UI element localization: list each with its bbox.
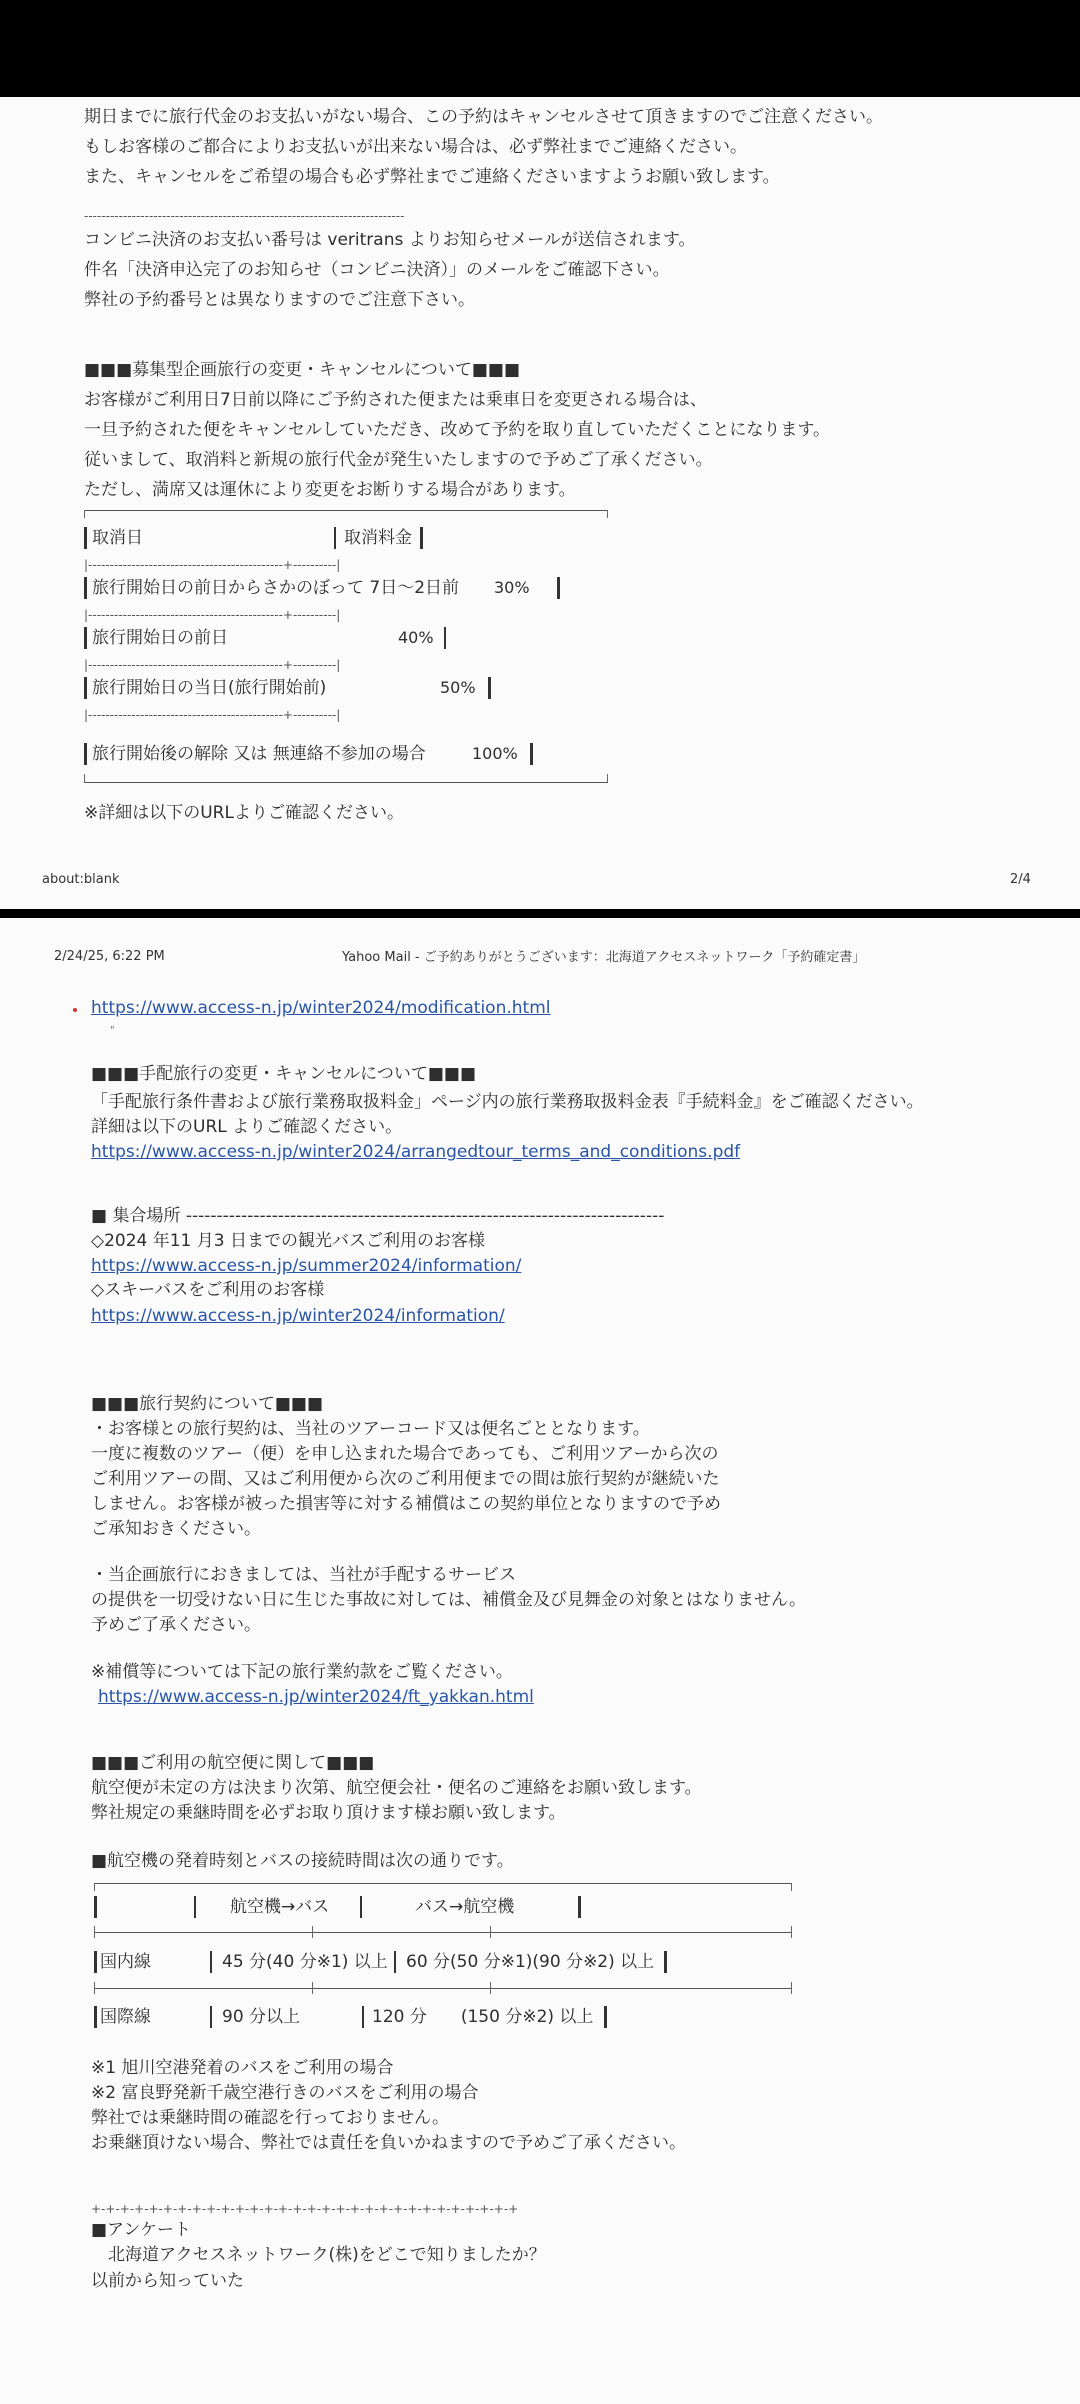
payment-failure-line: もしお客様のご都合によりお支払いが出来ない場合は、必ず弊社までご連絡ください。 [84,137,747,157]
flight-line-1: 航空便が未定の方は決まり次第、航空便会社・便名のご連絡をお願い致します。 [91,1778,702,1798]
travel-contract-heading: ■■■旅行契約について■■■ [91,1394,324,1414]
arranged-tour-line-1: 「手配旅行条件書および旅行業務取扱料金」ページ内の旅行業務取扱料金表『手続料金』をご確認ください。 [91,1092,924,1112]
contract-line-4: しません。お客様が被った損害等に対する補償はこの契約単位となりますので予め [91,1494,722,1514]
page-number: 2/4 [1010,872,1031,887]
accident-line-1: ・当企画旅行におきましては、当社が手配するサービス [91,1565,516,1585]
separator-line: -------------------------------------------------------------------------- [84,209,405,223]
contract-line-5: ご承知おきください。 [91,1519,261,1539]
table-divider: |---------------------------------------------+----------| [84,558,341,572]
note-asahikawa: ※1 旭川空港発着のバスをご利用の場合 [91,2058,394,2078]
arranged-tour-line-2: 詳細は以下のURL よりご確認ください。 [91,1117,403,1137]
contract-line-3: ご利用ツアーの間、又はご利用便から次のご利用便までの間は旅行契約が継続いた [91,1469,720,1489]
row-4-fee: 100% [472,744,518,763]
flight-line-2: 弊社規定の乗継時間を必ずお取り頂けます様お願い致します。 [91,1803,566,1823]
note-furano: ※2 富良野発新千歳空港行きのバスをご利用の場合 [91,2083,479,2103]
meeting-ski-line: ◇スキーバスをご利用のお客様 [91,1280,325,1300]
yakkan-link[interactable]: https://www.access-n.jp/winter2024/ft_yakkan.html [98,1687,534,1707]
payment-deadline-line: 期日までに旅行代金のお支払いがない場合、この予約はキャンセルさせて頂きますのでご注意ください。 [84,107,883,127]
plus-separator: +-+-+-+-+-+-+-+-+-+-+-+-+-+-+-+-+-+-+-+-+-+-+-+-+-+-+-+-+-+ [91,2202,519,2216]
table-bottom-border [84,782,608,783]
col-air-to-bus: 航空機→バス [230,1897,330,1917]
row-4-day: 旅行開始後の解除 又は 無連絡不参加の場合 [92,744,426,764]
document-page-2 [0,918,1080,2404]
compensation-line: ※補償等については下記の旅行業約款をご覧ください。 [91,1662,513,1682]
cancel-policy-line-1: お客様がご利用日7日前以降にご予約された便または乗車日を変更される場合は、 [84,390,707,410]
konbini-line-3: 弊社の予約番号とは異なりますのでご注意下さい。 [84,290,475,310]
modification-link[interactable]: https://www.access-n.jp/winter2024/modification.html [91,998,551,1018]
cancel-contact-line: また、キャンセルをご希望の場合も必ず弊社までご連絡くださいますようお願い致します。 [84,167,780,187]
accident-line-2: の提供を一切受けない日に生じた事故に対しては、補償金及び見舞金の対象とはなりません。 [91,1590,807,1610]
survey-answer: 以前から知っていた [91,2271,244,2291]
bullet-mark [73,1008,77,1012]
table-divider: |---------------------------------------------+----------| [84,708,341,722]
survey-question: 北海道アクセスネットワーク(株)をどこで知りましたか？ [108,2245,546,2265]
survey-heading: ■アンケート [91,2220,192,2240]
connection-time-heading: ■航空機の発着時刻とバスの接続時間は次の通りです。 [91,1851,514,1871]
header-cancel-fee: 取消料金 [344,528,412,548]
header-cancel-day: 取消日 [92,528,143,548]
table-divider: |---------------------------------------------+----------| [84,608,341,622]
winter-info-link[interactable]: https://www.access-n.jp/winter2024/information/ [91,1306,505,1326]
col-bus-to-air: バス→航空機 [415,1897,515,1917]
email-title: Yahoo Mail - ご予約ありがとうございます：北海道アクセスネットワーク「予約確定書」 [342,950,866,965]
summer-info-link[interactable]: https://www.access-n.jp/summer2024/information/ [91,1256,522,1276]
meeting-sightseeing-line: ◇2024 年11 月3 日までの観光バスご利用のお客様 [91,1231,485,1251]
domestic-bus-to-air: 60 分(50 分※1)(90 分※2) 以上 [406,1952,655,1972]
konbini-line-1: コンビニ決済のお支払い番号は veritrans よりお知らせメールが送信されます。 [84,230,696,250]
international-label: 国際線 [100,2007,151,2027]
row-1-day: 旅行開始日の前日からさかのぼって 7日～2日前 [92,578,460,598]
note-no-check: 弊社では乗継時間の確認を行っておりません。 [91,2108,450,2128]
international-air-to-bus: 90 分以上 [222,2007,301,2027]
domestic-air-to-bus: 45 分(40 分※1) 以上 [222,1952,388,1972]
arranged-tour-heading: ■■■手配旅行の変更・キャンセルについて■■■ [91,1064,477,1084]
contract-line-1: ・お客様との旅行契約は、当社のツアーコード又は便名ごととなります。 [91,1419,650,1439]
cancel-policy-line-3: 従いまして、取消料と新規の旅行代金が発生いたしますので予めご了承ください。 [84,450,713,470]
flight-heading: ■■■ご利用の航空便に関して■■■ [91,1753,375,1773]
row-3-day: 旅行開始日の当日(旅行開始前) [92,678,327,698]
contract-line-2: 一度に複数のツアー（便）を申し込まれた場合であっても、ご利用ツアーから次の [91,1444,719,1464]
footer-url: about:blank [42,872,120,887]
arranged-tour-link[interactable]: https://www.access-n.jp/winter2024/arrangedtour_terms_and_conditions.pdf [91,1142,741,1162]
cancel-policy-heading: ■■■募集型企画旅行の変更・キャンセルについて■■■ [84,360,521,380]
row-3-fee: 50% [440,678,476,697]
accident-line-3: 予めご了承ください。 [91,1615,261,1635]
stray-mark: " [110,1025,115,1036]
row-2-fee: 40% [398,628,434,647]
table-divider: |---------------------------------------------+----------| [84,658,341,672]
international-bus-to-air: 120 分 (150 分※2) 以上 [372,2007,594,2027]
domestic-label: 国内線 [100,1952,151,1972]
cancel-policy-line-2: 一旦予約された便をキャンセルしていただき、改めて予約を取り直していただくことになります。 [84,420,830,440]
document-page-1 [0,97,1080,909]
table-top-border [84,510,608,511]
print-date: 2/24/25, 6:22 PM [54,949,165,964]
konbini-line-2: 件名「決済申込完了のお知らせ（コンビニ決済）」のメールをご確認下さい。 [84,260,670,280]
cancel-policy-line-4: ただし、満席又は運休により変更をお断りする場合があります。 [84,480,576,500]
note-responsibility: お乗継頂けない場合、弊社では責任を負いかねますので予めご了承ください。 [91,2133,686,2153]
row-2-day: 旅行開始日の前日 [92,628,228,648]
meeting-place-heading: ■ 集合場所 ------------------------------------------------------------------------------ [91,1206,665,1226]
detail-url-note: ※詳細は以下のURLよりご確認ください。 [84,803,404,823]
row-1-fee: 30% [494,578,530,597]
